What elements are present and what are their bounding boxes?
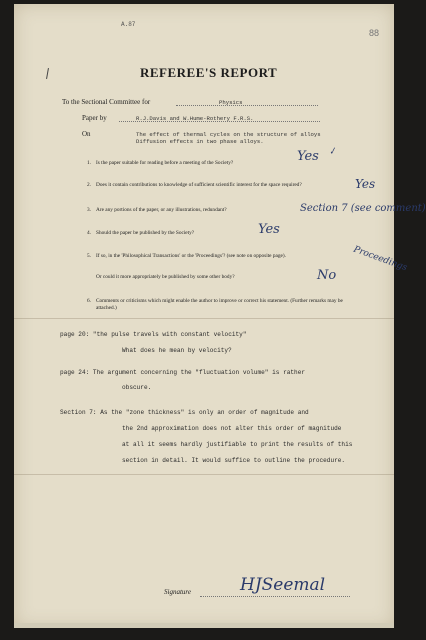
answer-handwritten: Yes [297, 149, 319, 164]
answer-handwritten: No [317, 268, 337, 283]
check-mark: ✓ [327, 146, 338, 158]
fold-line [14, 474, 394, 475]
comment-line: at all it seems hardly justifiable to print the results of this [122, 441, 353, 448]
committee-label: To the Sectional Committee for [62, 98, 151, 106]
answer-handwritten: Section 7 (see comment) [300, 203, 426, 214]
subject-line-2: Diffusion effects in two phase alloys. [136, 138, 264, 145]
question-number: 1. [87, 160, 91, 166]
question-text: Does it contain contributions to knowledge of sufficient scientific interest for the space required? [96, 182, 302, 188]
question-text: If so, in the 'Philosophical Transactions' or the 'Proceedings'? (see note on opposite page). [96, 253, 286, 259]
comment-line: What does he mean by velocity? [122, 347, 232, 354]
fold-line [14, 318, 394, 319]
comment-line: the 2nd approximation does not alter this order of magnitude [122, 425, 342, 432]
answer-handwritten: Proceedings [351, 244, 409, 274]
signature-handwritten: HJSeemal [240, 575, 326, 595]
question-text: Is the paper suitable for reading before a meeting of the Society? [96, 160, 234, 166]
paper-edge [14, 623, 394, 628]
question-number: 5. [87, 253, 91, 259]
subject-line-1: The effect of thermal cycles on the structure of alloys [136, 131, 321, 138]
page-title: REFEREE'S REPORT [140, 65, 278, 80]
question-text: Comments or criticisms which might enable the author to improve or correct his statement. (Further remarks may be attached.) [96, 298, 343, 311]
comment-line: section in detail. It would suffice to outline the procedure. [122, 457, 346, 464]
signature-label: Signature [164, 588, 191, 596]
question-text: Or could it more appropriately be published by some other body? [96, 274, 235, 280]
document-page [14, 4, 426, 628]
paper-by-label: Paper by [82, 114, 107, 122]
question-text: Should the paper be published by the Society? [96, 230, 195, 236]
paper-by-value: R.J.Davis and W.Hume-Rothery F.R.S. [136, 115, 254, 122]
committee-line [176, 105, 318, 106]
question-number: 2. [87, 182, 91, 188]
comment-line: page 24: The argument concerning the "fluctuation volume" is rather [60, 369, 306, 376]
answer-handwritten: Yes [355, 177, 376, 191]
question-number: 3. [87, 207, 91, 213]
question-text: Are any portions of the paper, or any illustrations, redundant? [96, 207, 227, 213]
comment-line: page 20: "the pulse travels with constant velocity" [60, 331, 247, 338]
question-number: 4. [87, 230, 91, 236]
answer-handwritten: Yes [258, 222, 280, 237]
margin-mark [46, 68, 49, 79]
document-reference: A.87 [121, 21, 136, 28]
folio-number: 88 [369, 28, 380, 38]
comment-line: obscure. [122, 384, 152, 391]
on-label: On [82, 130, 91, 138]
signature-line [200, 596, 350, 597]
comment-line: Section 7: As the "zone thickness" is only an order of magnitude and [60, 409, 309, 416]
question-number: 6. [87, 298, 91, 304]
committee-value: Physics [219, 99, 243, 106]
